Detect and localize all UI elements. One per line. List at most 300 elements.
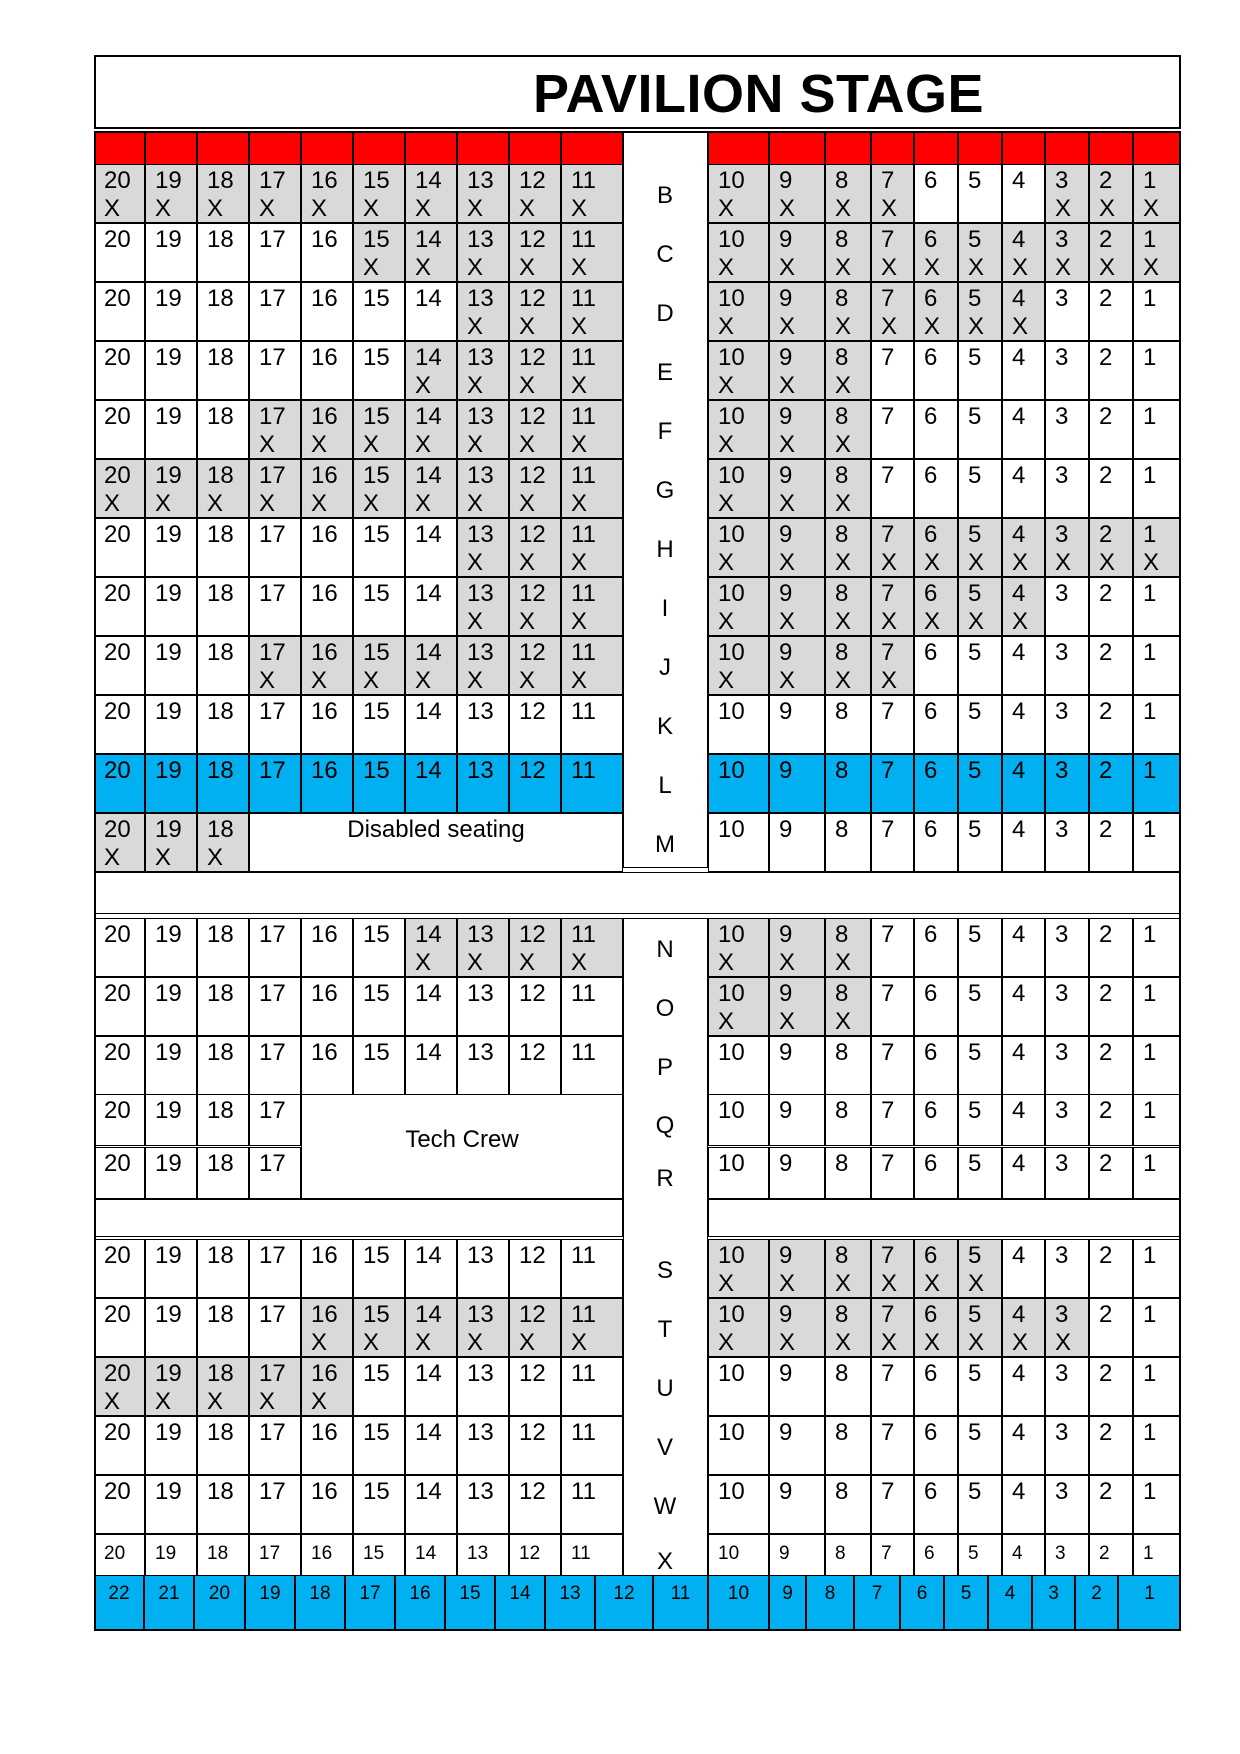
seat-number: 6 [924,816,938,843]
seat-number: 10 [718,1301,745,1328]
seat-number: 3 [1055,1419,1069,1446]
seat-number: 18 [207,1301,234,1328]
seat-number: 13 [467,167,494,194]
seat-number: 2 [1099,1039,1113,1066]
seat-number: 7 [881,1543,892,1564]
taken-mark: X [571,195,588,222]
taken-mark: X [519,431,536,458]
seat-number: 1 [1143,921,1157,948]
seat-number: 7 [881,1242,895,1269]
seat-number: 15 [363,344,390,371]
seat-number: 8 [835,757,849,784]
seat-number: 12 [519,226,546,253]
seat-number: 13 [467,344,494,371]
seat-number: 8 [835,921,849,948]
row-label-R: R [656,1165,674,1192]
seat-number: 17 [259,1301,286,1328]
seat-number: 8 [835,344,849,371]
seat-number: 4 [1012,816,1026,843]
seat-number: 19 [155,1543,177,1564]
seat-number: 14 [509,1583,531,1604]
seat-number: 4 [1012,344,1026,371]
seat-number: 8 [835,1360,849,1387]
seat-number: 6 [924,344,938,371]
seat-number: 5 [968,167,982,194]
row-label-M: M [655,831,675,858]
taken-mark: X [779,1329,796,1356]
seat-number: 1 [1143,167,1157,194]
seat-number: 17 [259,980,286,1007]
seat-number: 20 [104,521,131,548]
taken-mark: X [207,195,224,222]
seat-number: 12 [519,757,546,784]
seat-number: 17 [259,1360,286,1387]
seat-number: 11 [571,580,596,607]
row-label-K: K [656,713,673,740]
taken-mark: X [363,254,380,281]
seat-number: 4 [1012,698,1026,725]
seat-number: 10 [718,167,745,194]
seat-number: 13 [467,639,494,666]
seat-number: 5 [968,1360,982,1387]
seat-number: 2 [1099,285,1113,312]
seat-number: 6 [924,639,938,666]
seat-number: 6 [924,1150,938,1177]
seat-number: 9 [779,1039,793,1066]
row-label-H: H [656,536,674,563]
seat-number: 20 [104,1478,131,1505]
seat-number: 15 [363,1419,390,1446]
seat-number: 10 [718,1097,745,1124]
seat-number: 4 [1012,580,1026,607]
seat-number: 19 [155,1301,182,1328]
seat-number: 15 [363,167,390,194]
seat-number: 20 [104,1301,131,1328]
seat-number: 18 [207,403,234,430]
row-label-O: O [655,995,675,1022]
seat-number: 3 [1055,698,1069,725]
seat-number: 9 [779,1360,793,1387]
seat-number: 7 [881,1039,895,1066]
seat-number: 8 [835,1543,846,1564]
taken-mark: X [571,608,588,635]
seat-number: 7 [881,921,895,948]
taken-mark: X [968,608,985,635]
seat-number: 14 [415,580,442,607]
seat-number: 13 [467,1242,494,1269]
seat-number: 21 [158,1583,180,1604]
seat-number: 10 [718,344,745,371]
seat-number: 19 [155,980,182,1007]
seat-number: 7 [881,980,895,1007]
row-label-N: N [656,936,674,963]
seat-number: 11 [571,1543,591,1564]
seat-number: 17 [259,1419,286,1446]
seat-number: 1 [1143,403,1157,430]
seat-number: 12 [519,921,546,948]
seat-number: 16 [311,344,338,371]
seat-number: 3 [1048,1583,1059,1604]
seat-number: 7 [881,462,895,489]
seat-number: 7 [881,1097,895,1124]
seat-number: 11 [571,921,596,948]
seat-number: 16 [311,226,338,253]
seat-number: 3 [1055,226,1069,253]
seat-number: 18 [207,980,234,1007]
seat-number: 17 [259,344,286,371]
seat-number: 4 [1012,167,1026,194]
taken-mark: X [207,490,224,517]
seat-number: 4 [1012,1419,1026,1446]
seat-number: 10 [718,403,745,430]
seat-number: 20 [104,1419,131,1446]
seat-number: 2 [1099,1360,1113,1387]
seat-number: 3 [1055,1039,1069,1066]
seat-number: 15 [363,698,390,725]
seat-number: 3 [1055,757,1069,784]
taken-mark: X [718,431,735,458]
taken-mark: X [881,254,898,281]
seat-number: 10 [727,1583,750,1604]
taken-mark: X [1143,254,1160,281]
seat-number: 1 [1143,980,1157,1007]
taken-mark: X [1143,195,1160,222]
seat-number: 5 [968,921,982,948]
seat-number: 12 [519,521,546,548]
seat-number: 11 [571,980,596,1007]
taken-mark: X [467,1329,484,1356]
seat-number: 10 [718,1360,745,1387]
seat-number: 15 [363,1543,385,1564]
seat-number: 1 [1143,1360,1157,1387]
seat-number: 8 [835,1478,849,1505]
seat-number: 15 [459,1583,481,1604]
taken-mark: X [881,667,898,694]
seat-number: 19 [155,226,182,253]
seat-number: 5 [968,1097,982,1124]
seat-number: 6 [924,1360,938,1387]
taken-mark: X [104,844,121,871]
seat-number: 7 [881,167,895,194]
seat-number: 5 [968,1543,979,1564]
seat-number: 14 [415,1478,442,1505]
seat-number: 15 [363,980,390,1007]
row-label-G: G [655,477,675,504]
seat-number: 2 [1099,226,1113,253]
taken-mark: X [571,254,588,281]
seat-number: 1 [1143,285,1157,312]
seat-number: 17 [259,285,286,312]
seat-number: 13 [467,1478,494,1505]
seat-number: 8 [835,167,849,194]
seat-number: 4 [1012,980,1026,1007]
taken-mark: X [519,667,536,694]
seat-number: 9 [779,1242,793,1269]
seat-number: 9 [779,403,793,430]
seat-number: 4 [1012,639,1026,666]
seat-number: 20 [104,167,131,194]
seat-number: 17 [259,698,286,725]
taken-mark: X [311,667,328,694]
row-label-D: D [656,300,674,327]
seat-number: 11 [571,521,596,548]
seat-number: 14 [415,1242,442,1269]
seat-number: 6 [924,1543,935,1564]
seat-number: 20 [104,1242,131,1269]
seat-number: 14 [415,757,442,784]
seat-number: 14 [415,1360,442,1387]
seat-number: 1 [1143,1543,1154,1564]
seat-number: 9 [782,1583,793,1604]
taken-mark: X [311,490,328,517]
taken-mark: X [779,608,796,635]
seat-number: 7 [881,1301,895,1328]
seat-number: 8 [824,1583,836,1604]
chart-frame [94,131,1181,1631]
taken-mark: X [104,1388,121,1415]
seat-number: 12 [519,980,546,1007]
seat-number: 2 [1099,1419,1113,1446]
seat-number: 17 [259,639,286,666]
seat-number: 11 [571,462,596,489]
seat-number: 16 [311,462,338,489]
row-label-E: E [656,359,673,386]
taken-mark: X [571,1329,588,1356]
taken-mark: X [718,1270,735,1297]
seat-number: 14 [415,403,442,430]
seat-number: 9 [779,344,793,371]
taken-mark: X [924,549,941,576]
seat-number: 4 [1012,757,1026,784]
seat-number: 11 [571,344,596,371]
seat-number: 9 [779,462,793,489]
seat-number: 18 [207,462,234,489]
seat-number: 5 [968,521,982,548]
seat-number: 18 [207,698,234,725]
row-label-B: B [656,182,673,209]
seat-number: 13 [467,980,494,1007]
seat-number: 10 [718,980,745,1007]
seat-number: 6 [924,285,938,312]
taken-mark: X [363,667,380,694]
seat-number: 16 [311,521,338,548]
seat-number: 8 [835,226,849,253]
taken-mark: X [155,195,172,222]
seat-number: 18 [207,285,234,312]
seat-number: 2 [1099,521,1113,548]
taken-mark: X [835,608,852,635]
taken-mark: X [835,1008,852,1035]
seat-number: 8 [835,285,849,312]
taken-mark: X [835,313,852,340]
seat-number: 9 [779,639,793,666]
seat-number: 9 [779,1478,793,1505]
seat-number: 7 [881,521,895,548]
seat-number: 16 [311,698,338,725]
seat-number: 9 [779,757,793,784]
seat-number: 9 [779,816,793,843]
taken-mark: X [363,195,380,222]
taken-mark: X [718,1329,735,1356]
taken-mark: X [519,549,536,576]
seat-number: 16 [311,639,338,666]
seat-number: 20 [104,344,131,371]
seat-number: 7 [871,1583,883,1604]
seat-number: 6 [924,1097,938,1124]
seat-number: 1 [1143,1419,1157,1446]
taken-mark: X [363,490,380,517]
seat-number: 10 [718,816,745,843]
seat-number: 8 [835,1039,849,1066]
seat-number: 15 [363,1478,390,1505]
taken-mark: X [467,195,484,222]
seat-number: 8 [835,639,849,666]
seat-number: 10 [718,285,745,312]
seat-number: 13 [467,1301,494,1328]
seat-number: 1 [1143,698,1157,725]
taken-mark: X [259,1388,276,1415]
taken-mark: X [1143,549,1160,576]
seat-number: 12 [519,580,546,607]
seat-number: 3 [1055,521,1069,548]
seat-number: 3 [1055,921,1069,948]
taken-mark: X [1012,549,1029,576]
row-label-X: X [656,1548,673,1575]
taken-mark: X [924,313,941,340]
seat-number: 3 [1055,1360,1069,1387]
seat-number: 1 [1143,1242,1157,1269]
seat-number: 11 [571,1478,596,1505]
seat-number: 8 [835,462,849,489]
seat-number: 5 [968,1039,982,1066]
seat-number: 7 [881,226,895,253]
seat-number: 8 [835,1419,849,1446]
seat-number: 6 [924,1301,938,1328]
seat-number: 9 [779,226,793,253]
seat-number: 15 [363,1242,390,1269]
seat-number: 17 [259,580,286,607]
seat-number: 7 [881,403,895,430]
row-label-S: S [656,1257,673,1284]
seat-number: 8 [835,980,849,1007]
seat-number: 4 [1012,1097,1026,1124]
seat-number: 10 [718,226,745,253]
seat-number: 4 [1012,226,1026,253]
seat-number: 18 [207,1150,234,1177]
seat-number: 17 [259,226,286,253]
taken-mark: X [571,372,588,399]
seat-number: 12 [519,285,546,312]
seat-number: 14 [415,1301,442,1328]
seat-number: 1 [1143,1097,1157,1124]
seat-number: 19 [155,1097,182,1124]
taken-mark: X [924,1270,941,1297]
seat-number: 18 [207,1478,234,1505]
seat-number: 19 [155,344,182,371]
seat-number: 9 [779,1419,793,1446]
seat-number: 13 [467,1543,489,1564]
seat-number: 11 [571,757,596,784]
seat-number: 10 [718,580,745,607]
taken-mark: X [718,254,735,281]
seat-number: 7 [881,344,895,371]
taken-mark: X [718,608,735,635]
row-label-U: U [656,1375,674,1402]
seat-number: 4 [1012,1301,1026,1328]
seat-number: 20 [104,285,131,312]
seat-number: 10 [718,1478,745,1505]
seat-number: 14 [415,1543,437,1564]
seat-number: 8 [835,1097,849,1124]
seat-number: 5 [968,1242,982,1269]
taken-mark: X [104,490,121,517]
seat-number: 2 [1099,1150,1113,1177]
seat-number: 16 [311,757,338,784]
taken-mark: X [779,549,796,576]
seat-number: 8 [835,1301,849,1328]
seat-number: 19 [155,1242,182,1269]
seat-number: 14 [415,980,442,1007]
seat-number: 1 [1144,1583,1155,1604]
seat-number: 10 [718,521,745,548]
seat-number: 9 [779,580,793,607]
seat-number: 13 [467,226,494,253]
taken-mark: X [467,949,484,976]
seat-number: 16 [311,1419,338,1446]
taken-mark: X [519,1329,536,1356]
seat-number: 5 [968,580,982,607]
seat-number: 12 [519,1360,546,1387]
seat-number: 3 [1055,580,1069,607]
seat-number: 11 [670,1583,691,1604]
seat-number: 2 [1099,757,1113,784]
seat-number: 12 [519,462,546,489]
seat-number: 9 [779,1150,793,1177]
seat-number: 13 [467,580,494,607]
seat-number: 16 [311,1543,333,1564]
seat-number: 13 [467,403,494,430]
taken-mark: X [467,608,484,635]
taken-mark: X [835,254,852,281]
seat-number: 2 [1099,344,1113,371]
seat-number: 19 [155,1478,182,1505]
seat-number: 17 [259,1150,286,1177]
seat-number: 9 [779,921,793,948]
seat-number: 17 [259,1039,286,1066]
seat-number: 1 [1143,757,1157,784]
taken-mark: X [259,667,276,694]
seat-number: 15 [363,462,390,489]
seat-number: 9 [779,521,793,548]
seat-number: 3 [1055,403,1069,430]
taken-mark: X [363,431,380,458]
seat-number: 15 [363,639,390,666]
taken-mark: X [467,490,484,517]
seat-number: 1 [1143,816,1157,843]
seat-number: 12 [519,1039,546,1066]
seat-number: 3 [1055,1301,1069,1328]
taken-mark: X [415,1329,432,1356]
seat-number: 16 [311,1039,338,1066]
taken-mark: X [835,667,852,694]
taken-mark: X [968,549,985,576]
seat-number: 1 [1143,1150,1157,1177]
seat-number: 17 [259,1543,281,1564]
taken-mark: X [718,1008,735,1035]
taken-mark: X [1012,1329,1029,1356]
taken-mark: X [779,431,796,458]
seat-number: 8 [835,403,849,430]
